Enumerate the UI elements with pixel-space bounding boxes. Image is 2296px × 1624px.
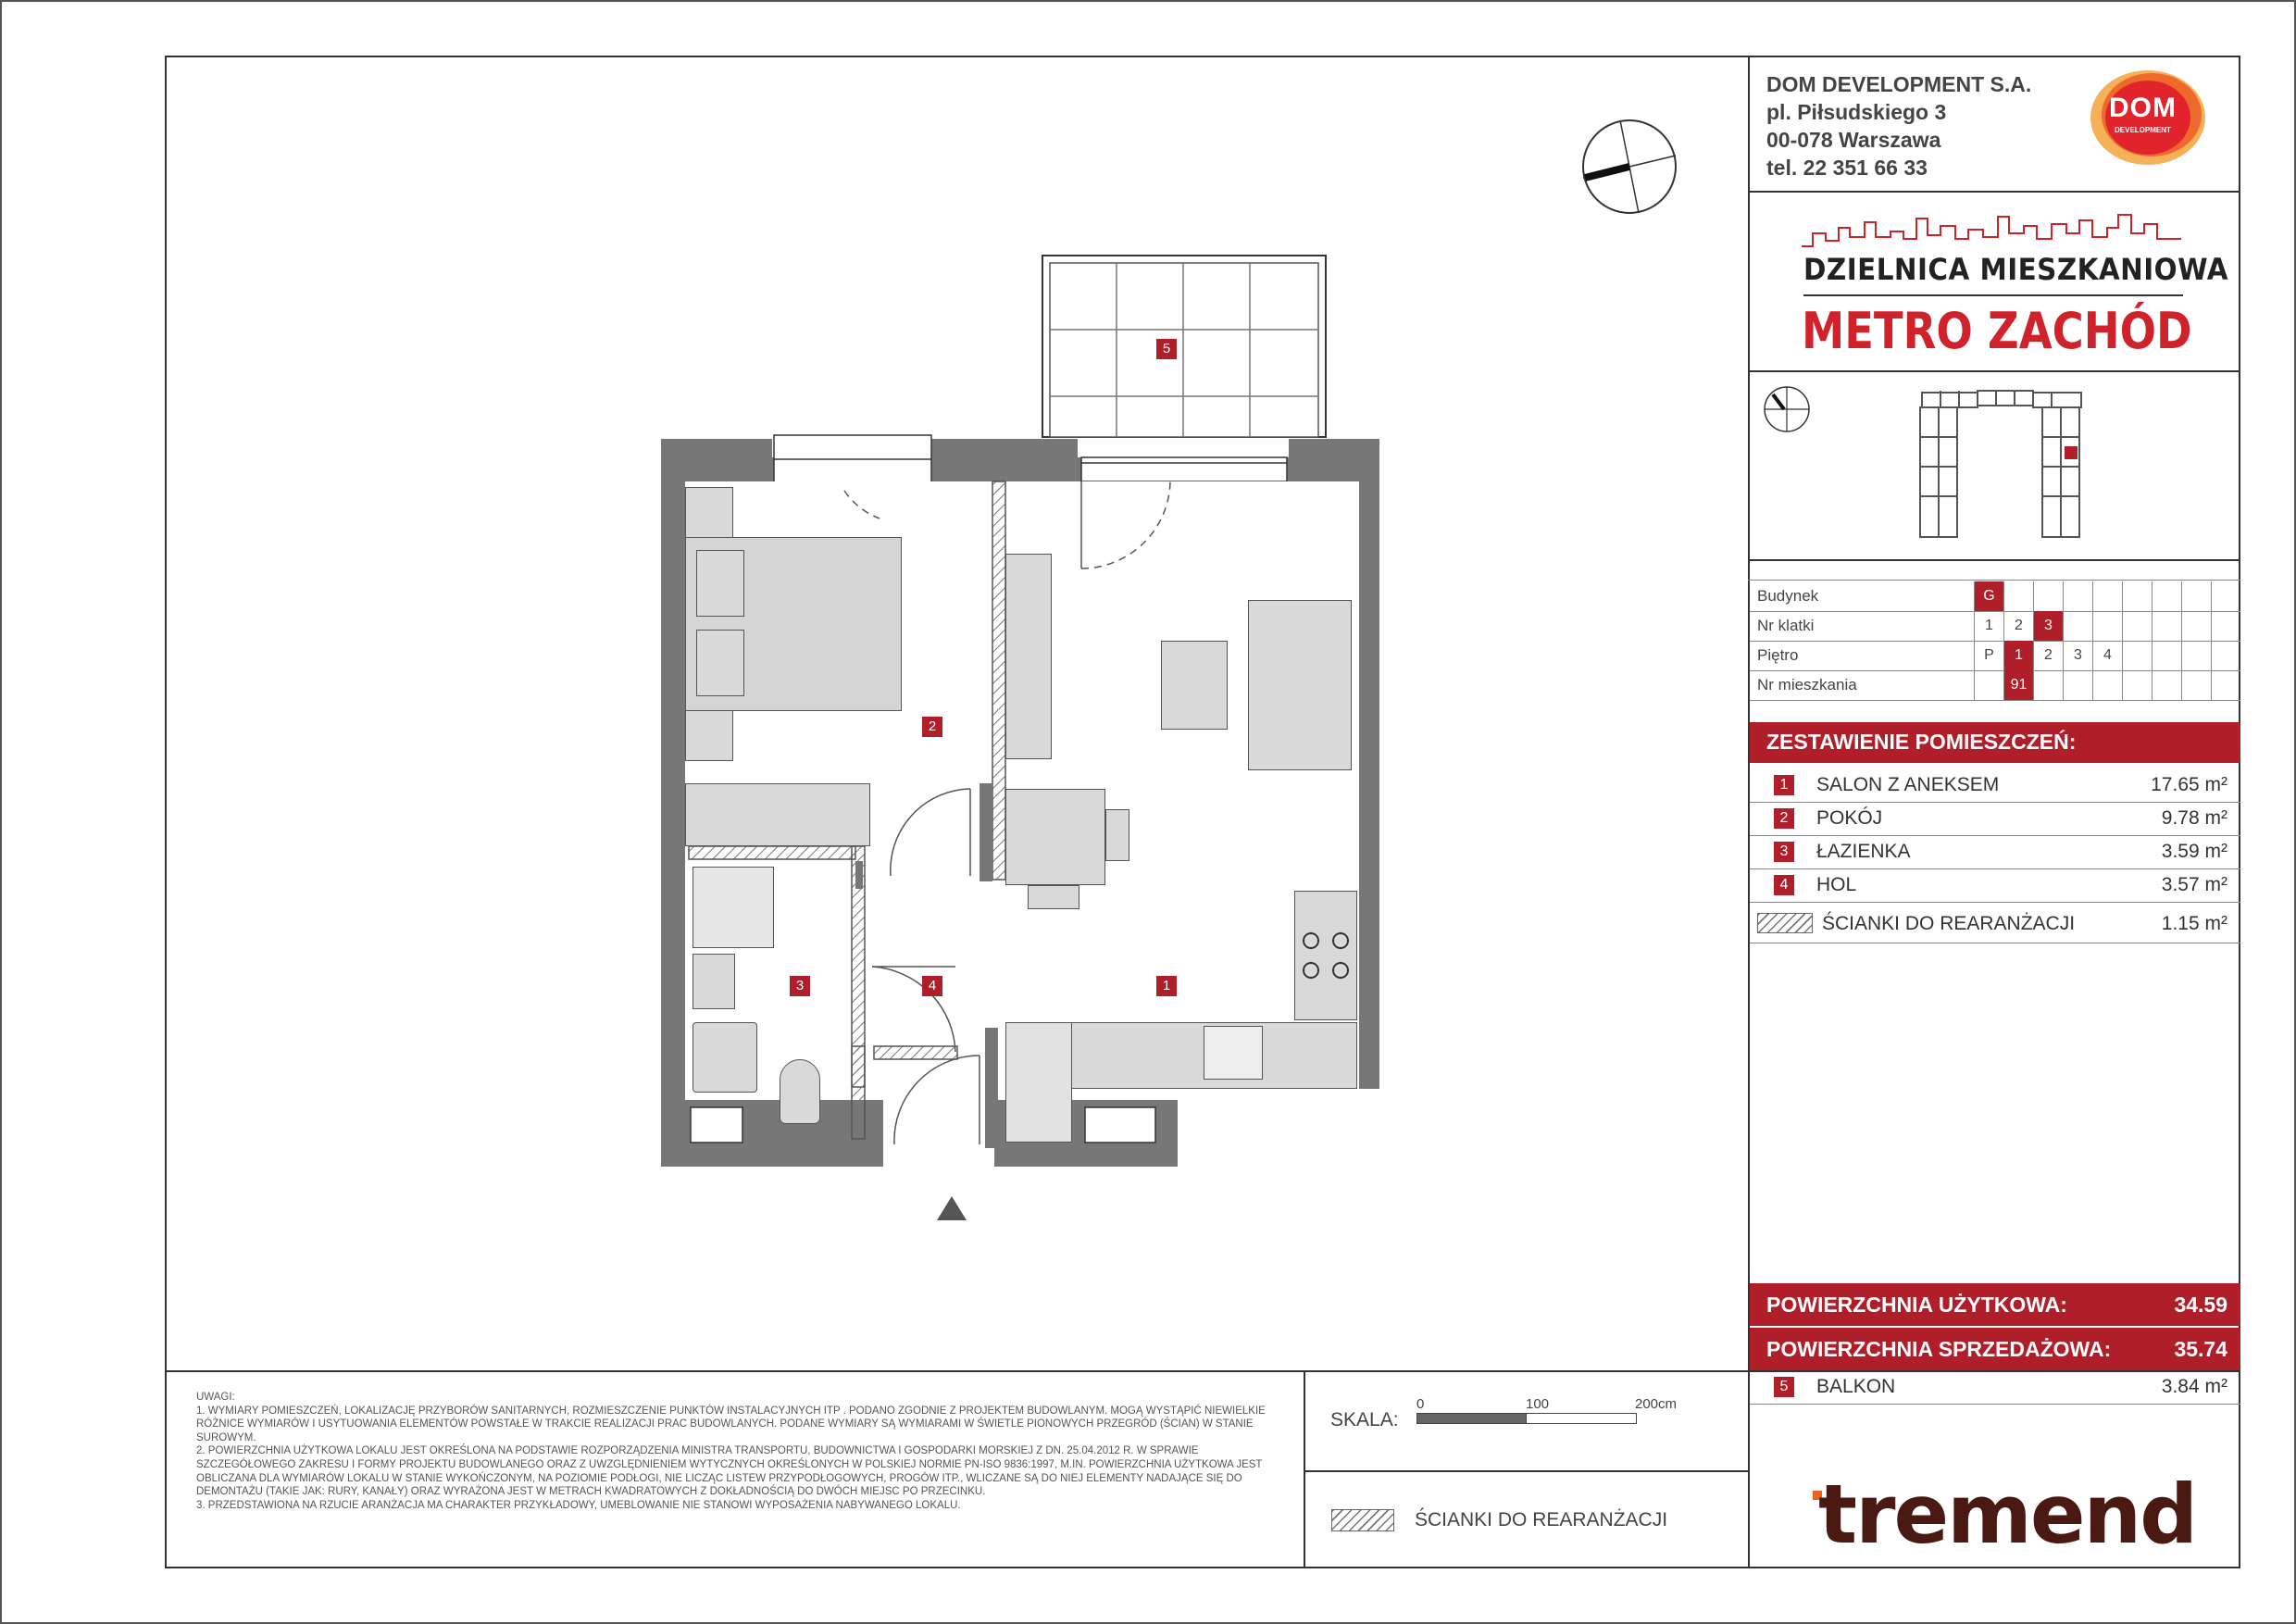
- note-3: 3. PRZEDSTAWIONA NA RZUCIE ARANŻACJA MA CHARAKTER PRZYKŁADOWY, UMEBLOWANIE NIE STANOWI WYPOSAŻENIA NABYWANEGO LOKALU.: [196, 1499, 961, 1511]
- balcony: [1042, 256, 1326, 437]
- room-area: 3.57 m²: [2161, 874, 2227, 895]
- info-cell: [2152, 641, 2181, 670]
- project-name-line1: DZIELNICA MIESZKANIOWA: [1803, 252, 2229, 287]
- pillow-1: [696, 550, 744, 617]
- info-cell: [2211, 670, 2240, 700]
- room-number: 3: [1774, 842, 1794, 862]
- sale-area-value: 35.74: [2174, 1337, 2227, 1361]
- room-number: 1: [1774, 775, 1794, 795]
- washing-machine: [693, 1022, 757, 1093]
- partition-area: 1.15 m²: [2161, 913, 2227, 934]
- room-area: 17.65 m²: [2151, 774, 2227, 795]
- kitchen-sink: [1204, 1026, 1263, 1080]
- room-number: 2: [1774, 808, 1794, 829]
- fridge: [1005, 1022, 1072, 1143]
- info-cell: [2122, 581, 2152, 611]
- info-cell: 2: [2003, 611, 2033, 641]
- room-row: [1750, 768, 2240, 803]
- info-cell: [2033, 670, 2063, 700]
- tv-cabinet: [1005, 554, 1052, 759]
- info-cell: [1974, 670, 2003, 700]
- keyplan-divider: [1748, 559, 2240, 561]
- room-number: 4: [1774, 875, 1794, 895]
- info-cell: [2092, 581, 2122, 611]
- info-cell: 3: [2063, 641, 2092, 670]
- room-marker-2: 2: [922, 717, 942, 737]
- info-cell: [2063, 581, 2092, 611]
- balcony-name: BALKON: [1816, 1376, 1896, 1397]
- info-cell: [2211, 581, 2240, 611]
- room-name: POKÓJ: [1816, 807, 1883, 829]
- logo-text-development: DEVELOPMENT: [2115, 126, 2171, 134]
- coffee-table: [1161, 641, 1228, 730]
- info-cell: [2181, 641, 2211, 670]
- tremend-wordmark: tremend: [1818, 1467, 2197, 1562]
- keyplan-compass: [1763, 385, 1811, 433]
- info-row: [1750, 581, 2240, 612]
- dining-chair-right: [1105, 809, 1129, 861]
- building-keyplan: [1913, 381, 2089, 548]
- scale-divider: [1304, 1470, 1748, 1472]
- info-row: [1750, 670, 2240, 701]
- info-cell: [2152, 611, 2181, 641]
- info-cell: 3: [2033, 611, 2063, 641]
- info-row-label: Nr mieszkania: [1757, 676, 1857, 693]
- logo-text-dom: DOM: [2109, 93, 2177, 123]
- dining-table: [1005, 789, 1105, 885]
- notes-divider: [1304, 1370, 1305, 1568]
- info-cell: [2122, 611, 2152, 641]
- info-cell: [2152, 581, 2181, 611]
- company-address-city: 00-078 Warszawa: [1766, 128, 1941, 152]
- partition-hatch-swatch: [1757, 913, 1813, 933]
- scale-bar: [1416, 1413, 1635, 1424]
- info-cell: 2: [2033, 641, 2063, 670]
- scale-tick-100: 100: [1526, 1396, 1550, 1412]
- partition-name: ŚCIANKI DO REARANŻACJI: [1822, 913, 2076, 934]
- partition-row: [1750, 906, 2240, 943]
- info-grid-top: [1748, 580, 2240, 581]
- room-marker-1: 1: [1156, 976, 1177, 996]
- scale-tick-0: 0: [1416, 1396, 1425, 1412]
- info-cell: [2063, 611, 2092, 641]
- info-row-label: Piętro: [1757, 646, 1799, 664]
- info-cell: [2033, 581, 2063, 611]
- company-block: [1766, 70, 2031, 181]
- info-cell: 91: [2003, 670, 2033, 700]
- balcony-row: [1750, 1370, 2240, 1405]
- info-cell: [2181, 581, 2211, 611]
- pillow-2: [696, 630, 744, 696]
- sale-area-bar: [1750, 1328, 2240, 1370]
- info-cell: [2122, 670, 2152, 700]
- cooktop-icon: [1296, 926, 1355, 985]
- info-cell: [2181, 611, 2211, 641]
- room-name: HOL: [1816, 874, 1857, 895]
- info-cell: 1: [2003, 641, 2033, 670]
- sale-area-label: POWIERZCHNIA SPRZEDAŻOWA:: [1766, 1337, 2112, 1361]
- dining-chair-bottom: [1028, 885, 1079, 909]
- company-phone: tel. 22 351 66 33: [1766, 156, 1928, 180]
- room-marker-3: 3: [790, 976, 810, 996]
- sofa: [1248, 600, 1352, 770]
- bedroom-wardrobe-bottom: [685, 783, 870, 846]
- info-cell: [2092, 670, 2122, 700]
- room-name: SALON Z ANEKSEM: [1816, 774, 2000, 795]
- info-row: [1750, 611, 2240, 642]
- room-row: [1750, 868, 2240, 903]
- header-divider: [1748, 191, 2240, 193]
- scale-label: SKALA:: [1330, 1409, 1399, 1430]
- info-cell: G: [1974, 581, 2003, 611]
- project-title-rule: [1803, 294, 2183, 296]
- project-name-line2: METRO ZACHÓD: [1802, 302, 2192, 360]
- info-cell: 1: [1974, 611, 2003, 641]
- notes-block: [196, 1391, 1289, 1512]
- info-row-label: Budynek: [1757, 587, 1819, 605]
- shower-tray: [693, 867, 774, 948]
- usable-area-value: 34.59: [2174, 1293, 2227, 1317]
- info-cell: [2211, 611, 2240, 641]
- room-marker-4: 4: [922, 976, 942, 996]
- info-cell: [2063, 670, 2092, 700]
- room-area: 9.78 m²: [2161, 807, 2227, 829]
- info-cell: [2181, 670, 2211, 700]
- rooms-title: ZESTAWIENIE POMIESZCZEŃ:: [1766, 730, 2077, 754]
- dom-development-logo: [2087, 67, 2209, 169]
- skyline-graphic: [1802, 206, 2181, 250]
- legend-label: ŚCIANKI DO REARANŻACJI: [1415, 1509, 1668, 1530]
- balcony-number: 5: [1774, 1377, 1794, 1397]
- bathroom-sink: [693, 954, 735, 1009]
- info-cell: [2122, 641, 2152, 670]
- info-cell: [2092, 611, 2122, 641]
- rooms-title-bar: [1750, 722, 2240, 763]
- info-cell: [2003, 581, 2033, 611]
- room-name: ŁAZIENKA: [1816, 841, 1911, 862]
- info-cell: P: [1974, 641, 2003, 670]
- room-row: [1750, 835, 2240, 869]
- note-1: 1. WYMIARY POMIESZCZEŃ, LOKALIZACJĘ PRZYBORÓW SANITARNYCH, ROZMIESZCZENIE PUNKTÓW INSTALACYJNYCH ITP . PODANO ZGODNIE Z PROJEKTEM BUDOWLANYM. MOGĄ WYSTĄPIĆ NIEWIELKIE RÓŻNICE WYMIARÓW I USYTUOWANIA ELEMENTÓW POWSTAŁE W TRAKCIE REALIZACJI PRAC BUDOWLANYCH. PODANE WYMIARY SĄ WYMIARAMI W ŚWIETLE PIONOWYCH PRZEGRÓD (ŚCIAN) W STANIE SUROWYM.: [196, 1405, 1266, 1443]
- legend-hatch-swatch: [1331, 1509, 1394, 1531]
- scale-tick-200: 200cm: [1635, 1396, 1678, 1412]
- notes-title: UWAGI:: [196, 1392, 235, 1403]
- info-row: [1750, 641, 2240, 671]
- room-area: 3.59 m²: [2161, 841, 2227, 862]
- info-cell: [2152, 670, 2181, 700]
- info-row-label: Nr klatki: [1757, 617, 1815, 634]
- usable-area-label: POWIERZCHNIA UŻYTKOWA:: [1766, 1293, 2067, 1317]
- company-name: DOM DEVELOPMENT S.A.: [1766, 72, 2032, 96]
- info-cell: 4: [2092, 641, 2122, 670]
- note-2: 2. POWIERZCHNIA UŻYTKOWA LOKALU JEST OKREŚLONA NA PODSTAWIE ROZPORZĄDZENIA MINISTRA TRANSPORTU, BUDOWNICTWA I GOSPODARKI MORSKIEJ Z DN. 25.04.2012 R. W SPRAWIE SZCZEGÓŁOWEGO ZAKRESU I FORMY PROJEKTU BUDOWLANEGO ORAZ Z UWZGLĘDNIENIEM WYTYCZNYCH OKREŚLONYCH W POLSKIEJ NORMIE PN-ISO 9836:1997, M.IN. POWIERZCHNIA UŻYTKOWA JEST OBLICZANA DLA WYMIARÓW LOKALU W STANIE WYKOŃCZONYM, NA POZIOMIE PODŁOGI, NIE LICZĄC LISTEW PRZYPODŁOGOWYCH, PROGÓW ITP., WLICZANE SĄ DO NIEJ ELEMENTY NADAJĄCE SIĘ DO DEMONTAŻU (TAKIE JAK: RURY, KANAŁY) ORAZ WYRAŻONA JEST W METRACH KWADRATOWYCH Z DOKŁADNOŚCIĄ DO DWÓCH MIEJSC PO PRZECINKU.: [196, 1445, 1263, 1498]
- room-row: [1750, 802, 2240, 836]
- project-divider: [1748, 370, 2240, 372]
- balcony-area: 3.84 m²: [2161, 1376, 2227, 1397]
- toilet: [780, 1059, 820, 1124]
- info-cell: [2211, 641, 2240, 670]
- usable-area-bar: [1750, 1283, 2240, 1326]
- room-marker-5: 5: [1156, 339, 1177, 359]
- company-address-street: pl. Piłsudskiego 3: [1766, 100, 1947, 124]
